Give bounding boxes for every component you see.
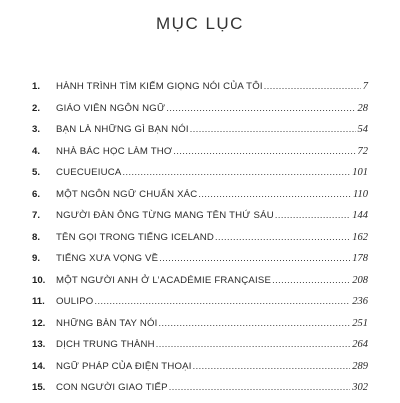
toc-entry-number: 8. [32,231,41,243]
dot-leader [166,102,355,114]
toc-entry-page: 28 [357,102,368,114]
toc-entry[interactable] [32,80,368,102]
toc-entry-number: 9. [32,253,41,264]
toc-entry-title: NHÀ BÁC HỌC LÀM THƠ [56,145,173,157]
page-title: MỤC LỤC [156,14,244,33]
toc-entry[interactable] [32,317,368,339]
toc-entry-page: 54 [357,124,368,135]
dot-leader [193,360,351,372]
toc-entry-title: TIẾNG XƯA VỌNG VỀ [56,253,159,264]
table-of-contents [32,80,368,403]
toc-entry-page: 178 [352,253,368,264]
toc-entry-page: 110 [353,188,368,200]
toc-entry-title: OULIPO [56,296,94,307]
dot-leader [122,166,350,178]
toc-entry-page: 236 [352,296,368,307]
toc-entry-number: 5. [32,167,41,178]
toc-entry-title: GIÁO VIÊN NGÔN NGỮ [56,102,166,114]
dot-leader [156,338,350,350]
dot-leader [159,317,351,329]
toc-entry[interactable] [32,166,368,188]
dot-leader [159,252,350,264]
dot-leader [94,295,350,307]
toc-entry-number: 1. [32,81,41,92]
toc-entry[interactable] [32,252,368,274]
toc-entry[interactable] [32,123,368,145]
toc-entry[interactable] [32,145,368,167]
toc-entry-number: 15. [32,382,46,393]
toc-entry-page: 144 [352,210,368,221]
dot-leader [272,274,350,286]
toc-entry-page: 7 [362,81,368,92]
toc-entry-number: 10. [32,274,46,286]
toc-entry-page: 208 [352,274,368,286]
dot-leader [173,145,355,157]
toc-entry-number: 7. [32,210,41,221]
toc-entry-number: 14. [32,360,46,372]
dot-leader [198,188,351,200]
toc-entry[interactable] [32,295,368,317]
toc-entry[interactable] [32,188,368,210]
toc-entry-page: 289 [352,360,368,372]
dot-leader [275,209,350,221]
dot-leader [264,80,361,92]
toc-entry-title: NHỮNG BÀN TAY NÓI [56,317,158,329]
toc-entry-title: TÊN GỌI TRONG TIẾNG ICELAND [56,231,215,243]
toc-entry[interactable] [32,338,368,360]
toc-entry-page: 302 [352,382,368,393]
toc-entry-title: MỘT NGÔN NGỮ CHUẨN XÁC [56,188,198,200]
toc-entry[interactable] [32,209,368,231]
toc-entry-title: HÀNH TRÌNH TÌM KIẾM GIỌNG NÓI CỦA TÔI [56,81,263,92]
toc-entry-page: 251 [352,317,368,329]
toc-entry-number: 12. [32,317,46,329]
toc-entry-title: CUECUEIUCA [56,167,122,178]
toc-entry-page: 162 [352,231,368,243]
toc-entry-number: 13. [32,339,46,350]
toc-entry-number: 4. [32,145,41,157]
toc-entry-title: DỊCH TRUNG THÀNH [56,339,155,350]
toc-entry-number: 11. [32,296,45,307]
dot-leader [190,123,356,135]
toc-entry-page: 72 [357,145,368,157]
toc-entry-number: 3. [32,124,41,135]
toc-entry-title: MỘT NGƯỜI ANH Ở L’ACADÉMIE FRANÇAISE [56,274,272,286]
toc-entry[interactable] [32,231,368,253]
toc-entry[interactable] [32,102,368,124]
dot-leader [169,381,351,393]
toc-entry[interactable] [32,274,368,296]
toc-entry-title: NGỮ PHÁP CỦA ĐIỆN THOẠI [56,360,192,372]
toc-entry-title: CON NGƯỜI GIAO TIẾP [56,382,168,393]
toc-entry-title: NGƯỜI ĐÀN ÔNG TỪNG MANG TÊN THỨ SÁU [56,210,274,221]
toc-entry[interactable] [32,360,368,382]
toc-entry-page: 101 [352,167,368,178]
toc-entry-title: BẠN LÀ NHỮNG GÌ BẠN NÓI [56,124,189,135]
dot-leader [215,231,350,243]
toc-entry[interactable] [32,381,368,403]
toc-entry-number: 6. [32,188,41,200]
toc-entry-page: 264 [352,339,368,350]
toc-entry-number: 2. [32,102,41,114]
